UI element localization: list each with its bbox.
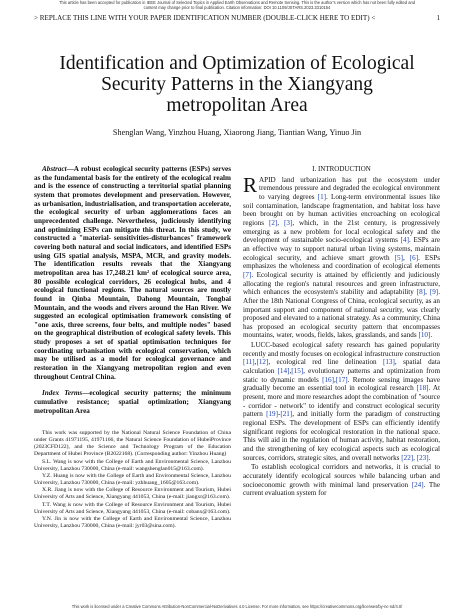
citation-link[interactable]: [14] bbox=[277, 367, 290, 376]
citation-link[interactable]: [8] bbox=[416, 288, 426, 297]
paper-title bbox=[40, 53, 434, 116]
page-number: 1 bbox=[436, 14, 440, 22]
citation-link[interactable]: [5] bbox=[394, 253, 403, 262]
index-terms-lead: Index Terms bbox=[42, 389, 83, 398]
citation-link[interactable]: [9] bbox=[429, 288, 439, 297]
citation-link[interactable]: [12] bbox=[256, 358, 269, 367]
abstract bbox=[34, 165, 231, 381]
footnote-author: Y.Z. Huang is now with the College of Earth and Environmental Science, Lanzhou University, Lanzhou 730000, China (e-mail: yzhhuang_1605@163.com). bbox=[34, 472, 231, 487]
section-heading bbox=[243, 165, 440, 174]
footnotes bbox=[34, 430, 231, 530]
citation-link[interactable]: [13] bbox=[382, 358, 395, 367]
footnote-author: S.L. Wang is now with the College of Earth and Environmental Science, Lanzhou University, Lanzhou 730000, China (e-mail: wangshenglan015@163.com). bbox=[34, 458, 231, 472]
author-list: Shenglan Wang, Yinzhou Huang, Xiaorong Jiang, Tiantian Wang, Yinuo Jin bbox=[112, 128, 362, 137]
section-title: INTRODUCTION bbox=[317, 165, 371, 173]
index-terms bbox=[34, 389, 231, 415]
citation-link[interactable]: [18] bbox=[416, 384, 429, 393]
citation-link[interactable]: [16] bbox=[322, 375, 334, 384]
citation-link[interactable]: [19] bbox=[266, 410, 278, 419]
right-column bbox=[243, 165, 440, 498]
abstract-text: —A robust ecological security patterns (ESPs) serves as the fundamental basis for the entirety of the ecological realm and is the essence of constructing a territorial spatial planning system that promotes development and preservation. However, as urbanisation, industrialisation, and transportation accelerate, the ecological security of urban agglomerations faces an unprecedented challenge. Nevertheless, judiciously identifying and optimizing ESPs can mitigate this threat. In this study, we constructed a "material- sensitivities-disturbances" framework covering both natural and social indicators, and identified ESPs using GIS spatial analysis, MSPA, MCR, and gravity models. The identification results reveals that the Xiangyang metropolitan area has 17,248.21 km² of ecological source area, 80 possible ecological corridors, 26 ecological hubs, and 4 ecological functional regions. The natural sources are mostly found in Qinba Mountain, Dahong Mountain, Tongbai Mountain, and the woods and rivers around the Han River. We suggested an ecological optimisation framework consisting of "one axis, three screens, four belts, and multiple nodes" based on the geographical distribution of ecological safety levels. This study proposes a set of spatial optimisation techniques for coordinating urbanisation with ecological conservation, which may be utilised as a model for ecological governance and restoration in the Xiangyang metropolitan region and even throughout Central China. bbox=[34, 165, 231, 381]
left-column bbox=[34, 165, 231, 415]
citation-link[interactable]: [11] bbox=[243, 358, 255, 367]
citation-link[interactable]: [21] bbox=[280, 410, 293, 419]
footnote-author: X.R. Jiang is now with the College of Resource Environment and Tourism, Hubei University of Arts and Science, Xiangyang 441053, China (e-mail: jiangxr@163.com). bbox=[34, 487, 231, 501]
footnote-funding: This work was supported by the National Natural Science Foundation of China under Grants 41971195, 41971166, the Natural Science Foundation of HubeiProvince (2023CFD122), and the Science and Technology Program of the Education Department of Hubei Province (B2022168). (Corresponding author: Yinzhou Huang) bbox=[34, 430, 231, 458]
index-terms-text: —ecological security patterns; the minimum cumulative resistance; spatial optimization; Xiangyang metropolitan Area bbox=[34, 389, 231, 415]
citation-link[interactable]: [10] bbox=[418, 331, 431, 340]
citation-link[interactable]: [17] bbox=[335, 375, 348, 384]
citation-link[interactable]: [1] bbox=[317, 192, 327, 201]
intro-paragraph-2: LUCC-based ecological safety research has gained popularity recently and mostly focuses on ecological infrastructure construction [11],[12], ecological red line delineation [13], spatial data calculation [14],[15], evolutionary patterns and optimization from static to dynamic models [16],[17]. Remote sensing images have gradually become an essential tool in ecological research [18]. At present, more and more researches adopt the combination of "source - corridor - network" to identify and construct ecological security pattern [19]-[21], and initially form the paradigm of constructing regional ESPs. The development of ESPs can efficiently identify significant regions for ecological restoration in the national space. This will aid in the regulation of human activity, habitat restoration, and the strengthening of key ecological aspects such as ecological sources, corridors, strategic sites, and overall networks [22], [23]. bbox=[243, 341, 441, 462]
citation-link[interactable]: [6] bbox=[409, 253, 419, 262]
title-line-1: Identification and Optimization of Ecological bbox=[59, 53, 415, 74]
running-header bbox=[34, 13, 440, 23]
citation-link[interactable]: [22] bbox=[401, 453, 414, 462]
citation-link[interactable]: [15] bbox=[291, 367, 304, 376]
footnote-author: Y.N. Jin is now with the College of Earth and Environmental Science, Lanzhou University, Lanzhou 730000, China (e-mail: jyr03@sina.com). bbox=[34, 515, 231, 530]
intro-paragraph-1: RAPID land urbanization has put the ecosystem under tremendous pressure and degraded the ecological environment to varying degrees [1]. Long-term environmental issues like soil contamination, landscape fragmentation, and habitat loss have been brought on by human activities encroaching on ecological regions [2], [3], which, in the 21st century, is progressively emerging as a new problem for local ecological safety and the development of sustainable socio-ecological systems [4]. ESPs are an effective way to support natural urban living systems, maintain ecological security, and achieve smart growth [5], [6]. ESPs emphasizes the wholeness and coordination of ecological elements [7]. Ecological security is attained by efficiently and judiciously allocating the region's natural resources and green infrastructure, which enhances the ecosystem's stability and adaptability [8], [9]. After the 18th National Congress of China, ecological security, as an important support and component of national security, was clearly proposed and elevated to a national strategy. As a community, China has proposed an ecological security pattern that encompasses mountains, water, woods, fields, lakes, grasslands, and sands [10]. bbox=[243, 172, 441, 340]
header-text: > REPLACE THIS LINE WITH YOUR PAPER IDENTIFICATION NUMBER (DOUBLE-CLICK HERE TO EDIT) < bbox=[34, 14, 376, 22]
banner-line-2: content may change prior to final publication. Citation information: DOI 10.1109/JSTARS.2023.3310154 bbox=[143, 5, 331, 10]
title-line-3: metropolitan Area bbox=[166, 95, 308, 116]
title-line-2: Security Patterns in the Xiangyang bbox=[101, 74, 373, 95]
citation-link[interactable]: [7] bbox=[243, 270, 252, 279]
intro-paragraph-3: To establish ecological corridors and networks, it is crucial to accurately identify ecological sources while balancing urban and socioeconomic growth with minimal land preservation [24]. The current evaluation system for bbox=[243, 463, 440, 498]
citation-link[interactable]: [4] bbox=[400, 236, 409, 245]
publication-banner bbox=[0, 0, 474, 10]
citation-link[interactable]: [24] bbox=[411, 480, 424, 489]
section-number: I. bbox=[312, 165, 317, 173]
abstract-lead: Abstract bbox=[42, 165, 67, 173]
citation-link[interactable]: [3] bbox=[284, 218, 293, 227]
drop-cap: R bbox=[243, 172, 258, 197]
footnote-author: T.T. Wang is now with the College of Resource Environment and Tourism, Hubei University of Arts and Science, Xiangyang 441053, China (e-mail: cobanx@163.com). bbox=[34, 501, 231, 515]
citation-link[interactable]: [2] bbox=[268, 218, 278, 227]
license-footer: This work is licensed under a Creative Commons Attribution-NonCommercial-NoDerivatives 4.0 License. For more information, see https://creativecommons.org/licenses/by-nc-nd/4.0/ bbox=[71, 604, 403, 609]
banner-line-1: This article has been accepted for publication in IEEE Journal of Selected Topics in Applied Earth Observations and Remote Sensing. This is the author's version which has not been fully edited and bbox=[58, 0, 416, 5]
citation-link[interactable]: [23] bbox=[416, 453, 429, 462]
